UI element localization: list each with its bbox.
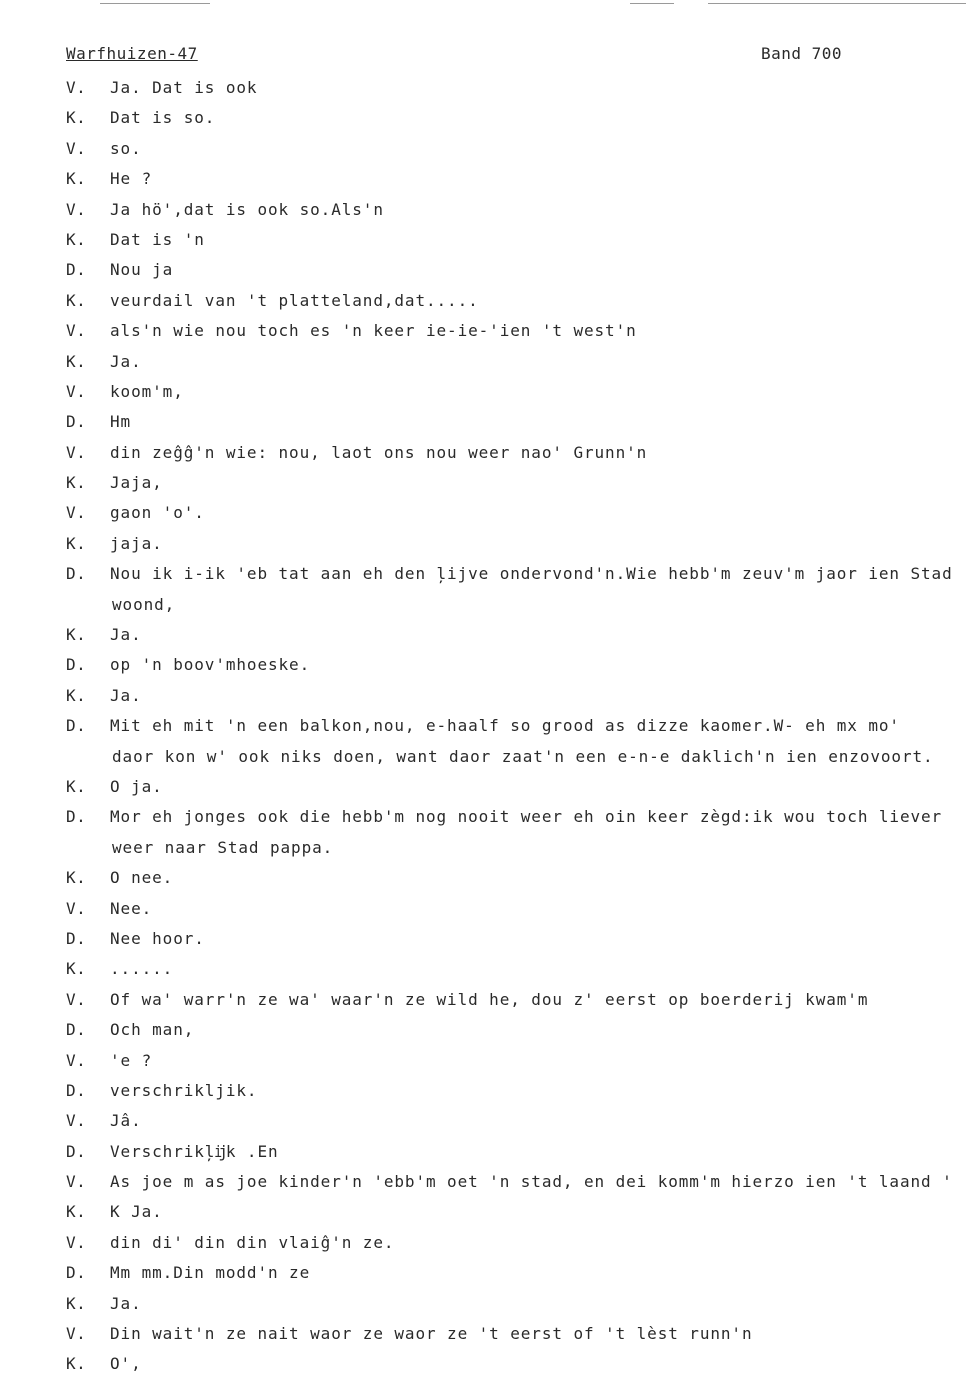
transcript-line [0,530,966,560]
transcript-line [0,895,966,925]
transcript-line [0,226,966,256]
transcript-line [0,104,966,134]
speaker-label: D. [66,260,87,280]
utterance-text: O ja. [110,776,163,796]
speaker-label: K. [66,776,87,796]
transcript-line [0,712,966,742]
transcript-line [0,925,966,955]
page-header [66,44,842,68]
utterance-text: K Ja. [110,1202,163,1222]
transcript-line [0,348,966,378]
speaker-label: V. [66,1172,87,1192]
transcript-line [0,196,966,226]
speaker-label: D. [66,807,87,827]
transcript-line [0,135,966,165]
utterance-text: Dat is 'n [110,229,205,249]
utterance-text: Mor eh jonges ook die hebb'm nog nooit weer eh oin keer zègd:ik wou toch liever [110,807,943,827]
speaker-label: V. [66,199,87,219]
speaker-label: V. [66,1232,87,1252]
utterance-text: Ja. [110,685,142,705]
speaker-label: K. [66,1354,87,1374]
utterance-text: Mm mm.Din modd'n ze [110,1263,311,1283]
utterance-text: op 'n boov'mhoeske. [110,655,311,675]
utterance-text: Nee hoor. [110,928,205,948]
utterance-text: als'n wie nou toch es 'n keer ie-ie-'ien 't west'n [110,321,637,341]
transcript-line [0,1350,966,1380]
utterance-text: Nou ik i-ik 'eb tat aan eh den ļijve ondervond'n.Wie hebb'm zeuv'm jaor ien Stad [110,564,953,584]
transcript-line [0,317,966,347]
speaker-label: V. [66,989,87,1009]
transcript-line [0,682,966,712]
speaker-label: K. [66,351,87,371]
transcript-line [0,864,966,894]
utterance-text: Ja. [110,625,142,645]
utterance-text: Of wa' warr'n ze wa' waar'n ze wild he, dou z' eerst op boerderij kwam'm [110,989,869,1009]
transcript-line [0,591,966,621]
transcript-line [0,469,966,499]
transcript-line [0,74,966,104]
utterance-text: daor kon w' ook niks doen, want daor zaat'n een e-n-e daklich'n ien enzovoort. [112,746,934,766]
top-rule-middle [630,3,674,4]
utterance-text: verschrikljik. [110,1080,258,1100]
speaker-label: D. [66,655,87,675]
utterance-text: Hm [110,412,132,432]
transcript-line [0,1138,966,1168]
speaker-label: K. [66,169,87,189]
utterance-text: din di' din din vlaiĝ'n ze. [110,1232,395,1252]
transcript-line [0,408,966,438]
transcript-line [0,165,966,195]
speaker-label: K. [66,473,87,493]
transcript-line [0,439,966,469]
top-rule-left [100,3,210,4]
speaker-label: K. [66,533,87,553]
top-rule-right [708,3,966,4]
utterance-text: As joe m as joe kinder'n 'ebb'm oet 'n stad, en dei komm'm hierzo ien 't laand ' [110,1172,953,1192]
transcript-line [0,1107,966,1137]
speaker-label: K. [66,685,87,705]
utterance-text: Ja. Dat is ook [110,78,258,97]
utterance-text: ...... [110,959,174,979]
utterance-text: Ja. [110,1293,142,1313]
utterance-text: Verschrikļĳk .En [110,1141,279,1161]
speaker-label: D. [66,564,87,584]
transcript-line [0,1016,966,1046]
transcript-line [0,256,966,286]
speaker-label: K. [66,229,87,249]
speaker-label: D. [66,1141,87,1161]
utterance-text: veurdail van 't platteland,dat..... [110,290,479,310]
transcript-line [0,1077,966,1107]
utterance-text: weer naar Stad pappa. [112,837,334,857]
speaker-label: V. [66,442,87,462]
speaker-label: D. [66,716,87,736]
transcript-line [0,1168,966,1198]
transcript-line [0,651,966,681]
speaker-label: K. [66,959,87,979]
speaker-label: V. [66,1111,87,1131]
speaker-label: V. [66,898,87,918]
transcript-line [0,1229,966,1259]
utterance-text: gaon 'o'. [110,503,205,523]
speaker-label: K. [66,1293,87,1313]
speaker-label: D. [66,412,87,432]
transcript-line [0,287,966,317]
transcript-line [0,743,966,773]
transcript-line [0,621,966,651]
speaker-label: V. [66,138,87,158]
speaker-label: V. [66,1050,87,1070]
utterance-text: O nee. [110,868,174,888]
transcript-line [0,803,966,833]
utterance-text: Jaja, [110,473,163,493]
transcript-line [0,834,966,864]
transcript-line [0,955,966,985]
speaker-label: D. [66,928,87,948]
speaker-label: V. [66,78,87,97]
transcript-line [0,773,966,803]
utterance-text: jaja. [110,533,163,553]
speaker-label: K. [66,108,87,128]
document-title: Warfhuizen-47 [66,44,198,63]
speaker-label: V. [66,321,87,341]
transcript-line [0,1047,966,1077]
utterance-text: O', [110,1354,142,1374]
utterance-text: He ? [110,169,153,189]
utterance-text: Jâ. [110,1111,142,1131]
utterance-text: Och man, [110,1020,195,1040]
speaker-label: K. [66,1202,87,1222]
utterance-text: Din wait'n ze nait waor ze waor ze 't eerst of 't lèst runn'n [110,1324,753,1344]
utterance-text: Ja. [110,351,142,371]
speaker-label: V. [66,1324,87,1344]
speaker-label: D. [66,1080,87,1100]
utterance-text: Dat is so. [110,108,216,128]
utterance-text: so. [110,138,142,158]
speaker-label: D. [66,1020,87,1040]
transcript-line [0,1290,966,1320]
tape-number: Band 700 [760,44,842,63]
transcript-line [0,499,966,529]
utterance-text: woond, [112,594,176,614]
utterance-text: 'e ? [110,1050,153,1070]
utterance-text: Ja hö',dat is ook so.Als'n [110,199,384,219]
transcript-line [0,1259,966,1289]
utterance-text: din zeĝĝ'n wie: nou, laot ons nou weer nao' Grunn'n [110,442,648,462]
utterance-text: koom'm, [110,381,184,401]
speaker-label: V. [66,381,87,401]
utterance-text: Mit eh mit 'n een balkon,nou, e-haalf so grood as dizze kaomer.W- eh mx mo' [110,716,900,736]
speaker-label: K. [66,625,87,645]
transcript-lines [0,74,966,1381]
speaker-label: K. [66,868,87,888]
transcript-line [0,1198,966,1228]
transcript-line [0,1320,966,1350]
transcript-line [0,986,966,1016]
utterance-text: Nou ja [110,260,174,280]
speaker-label: K. [66,290,87,310]
transcript-line [0,560,966,590]
utterance-text: Nee. [110,898,153,918]
speaker-label: D. [66,1263,87,1283]
transcript-line [0,378,966,408]
speaker-label: V. [66,503,87,523]
